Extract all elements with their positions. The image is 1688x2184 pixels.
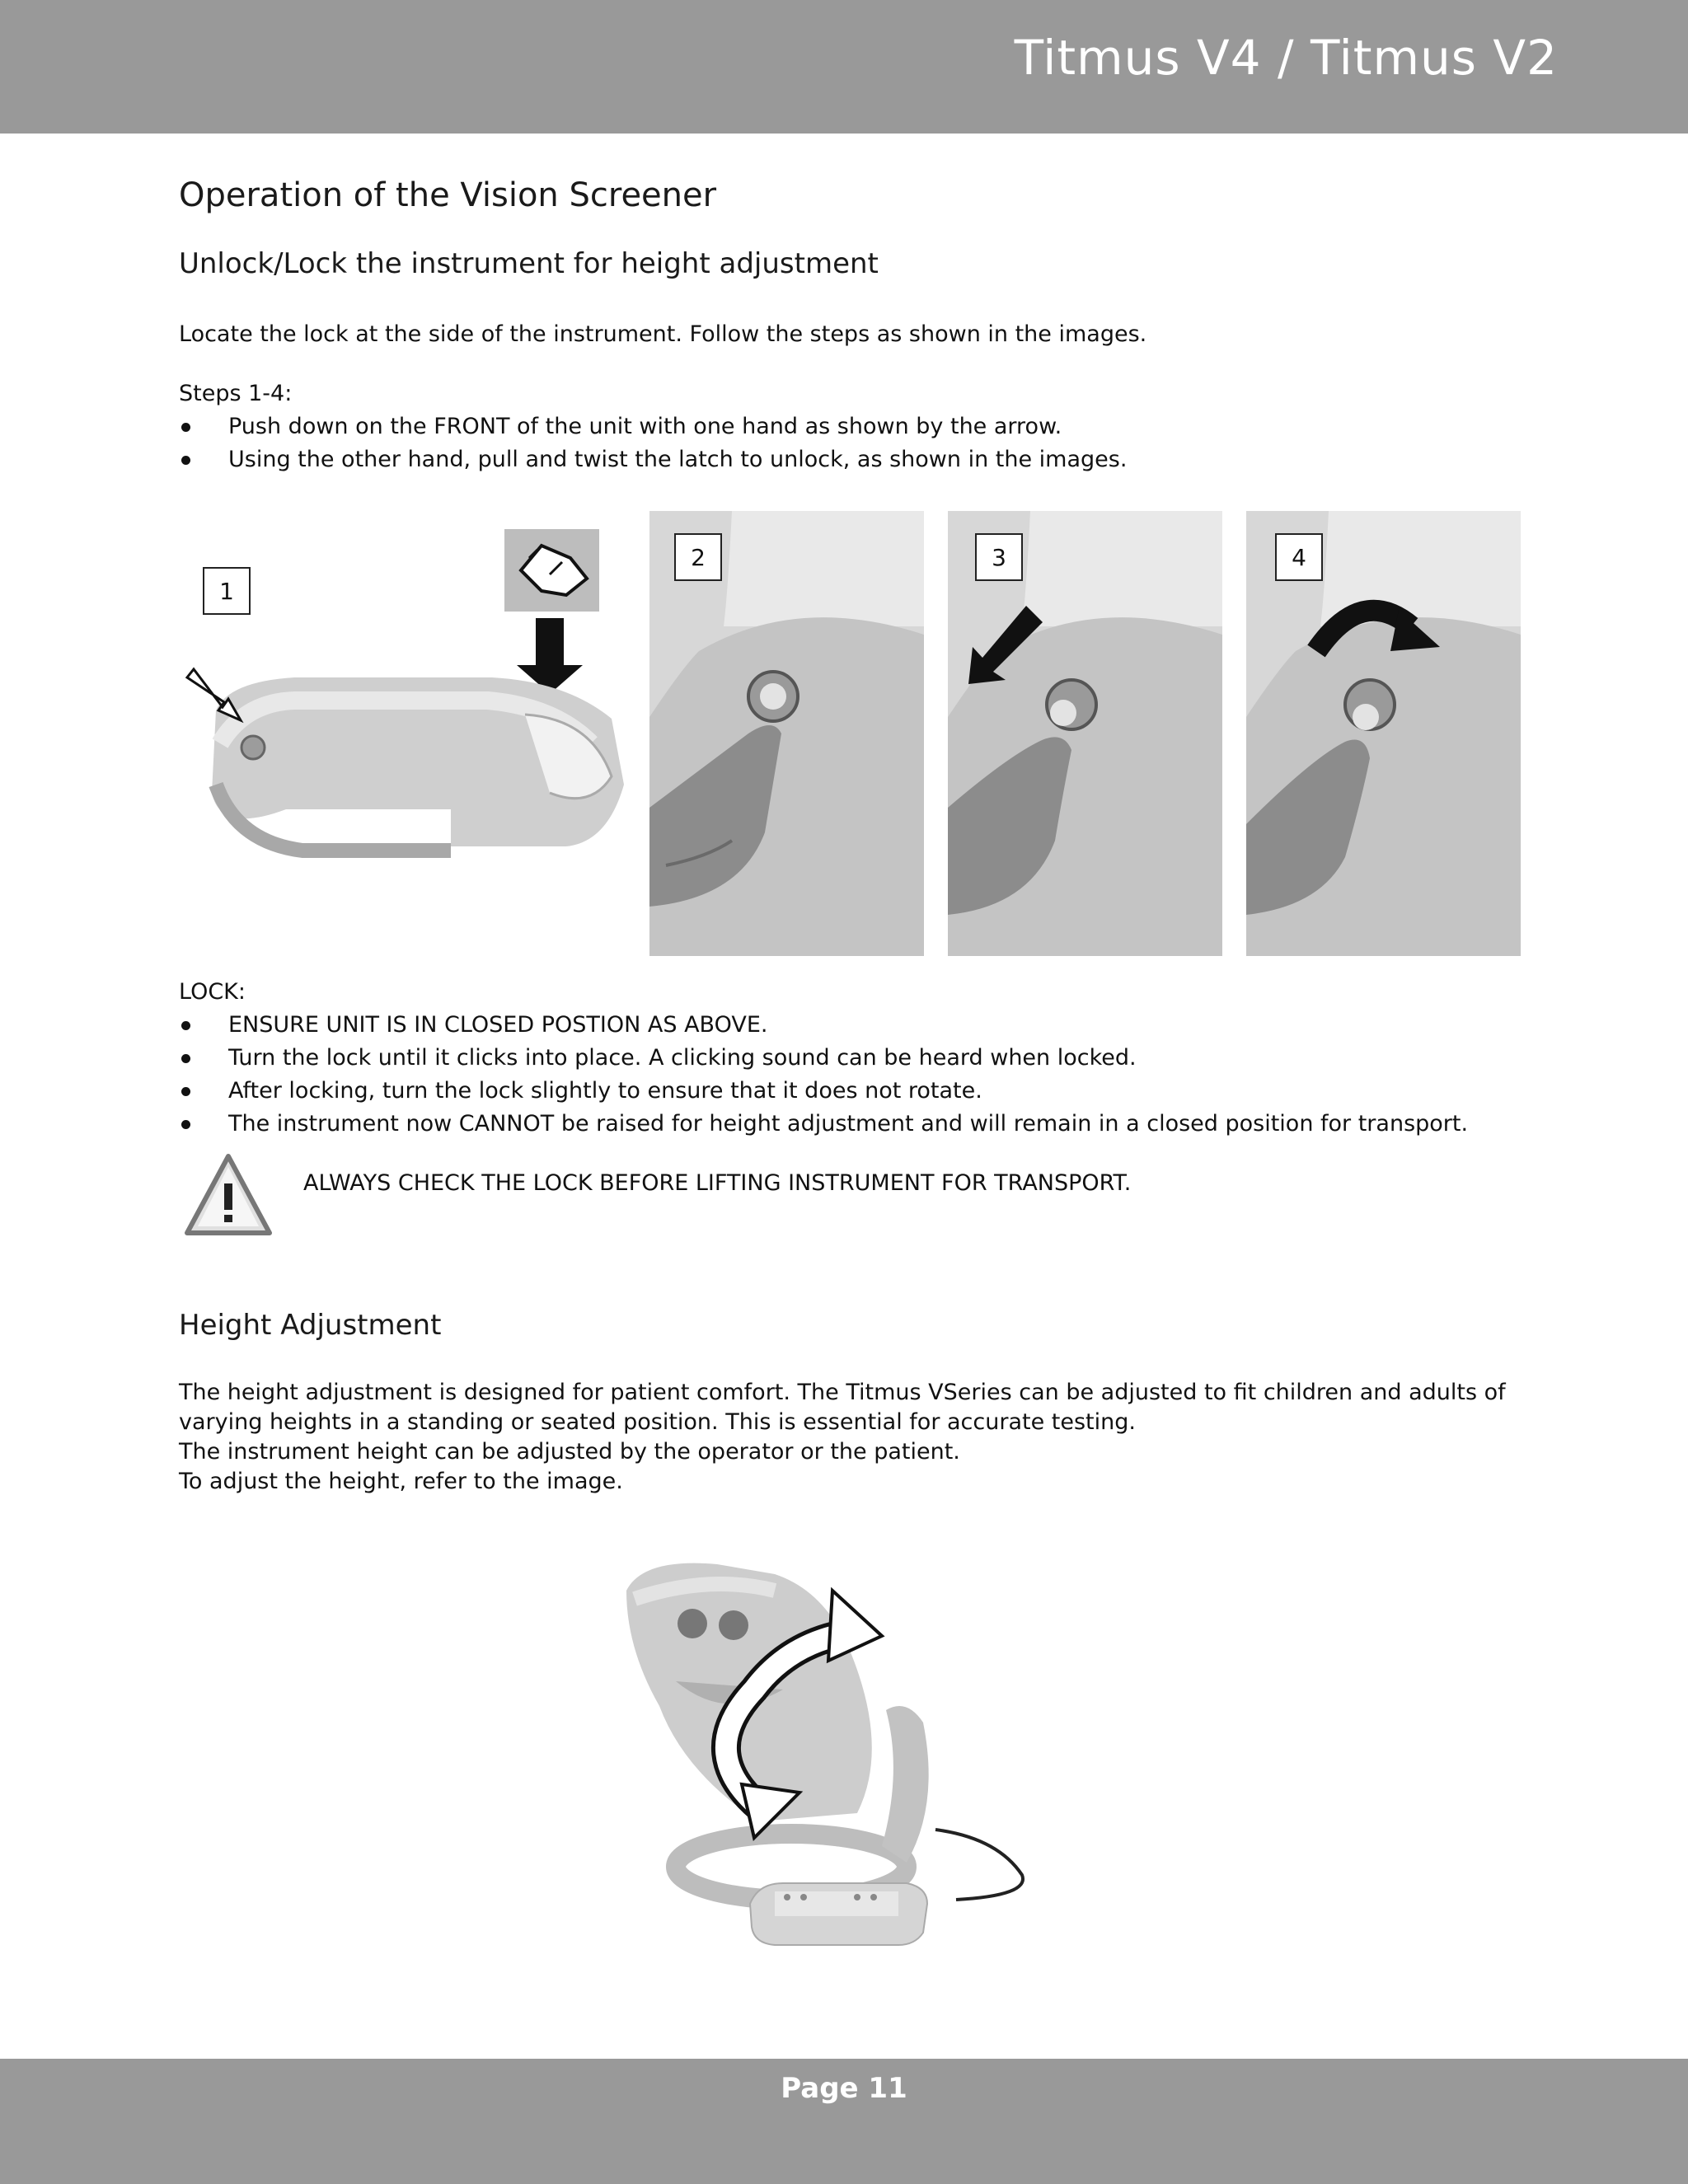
section-subtitle: Unlock/Lock the instrument for height adjustment (179, 247, 879, 280)
steps-label: Steps 1-4: (179, 381, 293, 406)
paragraph-line: The height adjustment is designed for patient comfort. The Titmus VSeries can be adjusted to fit children and adults of (179, 1380, 1506, 1405)
steps-list (179, 410, 1127, 476)
height-description (179, 1378, 1506, 1497)
list-item: Using the other hand, pull and twist the latch to unlock, as shown in the images. (179, 443, 1127, 476)
section-title: Operation of the Vision Screener (179, 176, 717, 214)
step-number-badge: 1 (203, 567, 251, 615)
step-number-badge: 3 (975, 533, 1023, 581)
device-height-illustration (610, 1558, 1104, 1953)
list-item: The instrument now CANNOT be raised for height adjustment and will remain in a closed position for transport. (179, 1108, 1468, 1141)
height-title: Height Adjustment (179, 1309, 442, 1342)
list-item: Push down on the FRONT of the unit with one hand as shown by the arrow. (179, 410, 1127, 443)
document-title: Titmus V4 / Titmus V2 (1014, 30, 1558, 86)
page-number: Page 11 (781, 2072, 907, 2105)
height-adjustment-image (610, 1558, 1104, 1953)
lock-list (179, 1009, 1468, 1141)
list-item: ENSURE UNIT IS IN CLOSED POSTION AS ABOVE. (179, 1009, 1468, 1042)
warning-icon (183, 1152, 274, 1239)
warning-text: ALWAYS CHECK THE LOCK BEFORE LIFTING INSTRUMENT FOR TRANSPORT. (303, 1170, 1132, 1196)
intro-text: Locate the lock at the side of the instrument. Follow the steps as shown in the images. (179, 321, 1147, 347)
paragraph-line: The instrument height can be adjusted by the operator or the patient. (179, 1439, 960, 1465)
list-item: Turn the lock until it clicks into place. A clicking sound can be heard when locked. (179, 1042, 1468, 1075)
step-number-badge: 4 (1275, 533, 1323, 581)
list-item: After locking, turn the lock slightly to ensure that it does not rotate. (179, 1075, 1468, 1108)
step-number-badge: 2 (674, 533, 722, 581)
paragraph-line: varying heights in a standing or seated position. This is essential for accurate testing. (179, 1409, 1136, 1435)
paragraph-line: To adjust the height, refer to the image. (179, 1469, 623, 1494)
lock-label: LOCK: (179, 979, 246, 1005)
